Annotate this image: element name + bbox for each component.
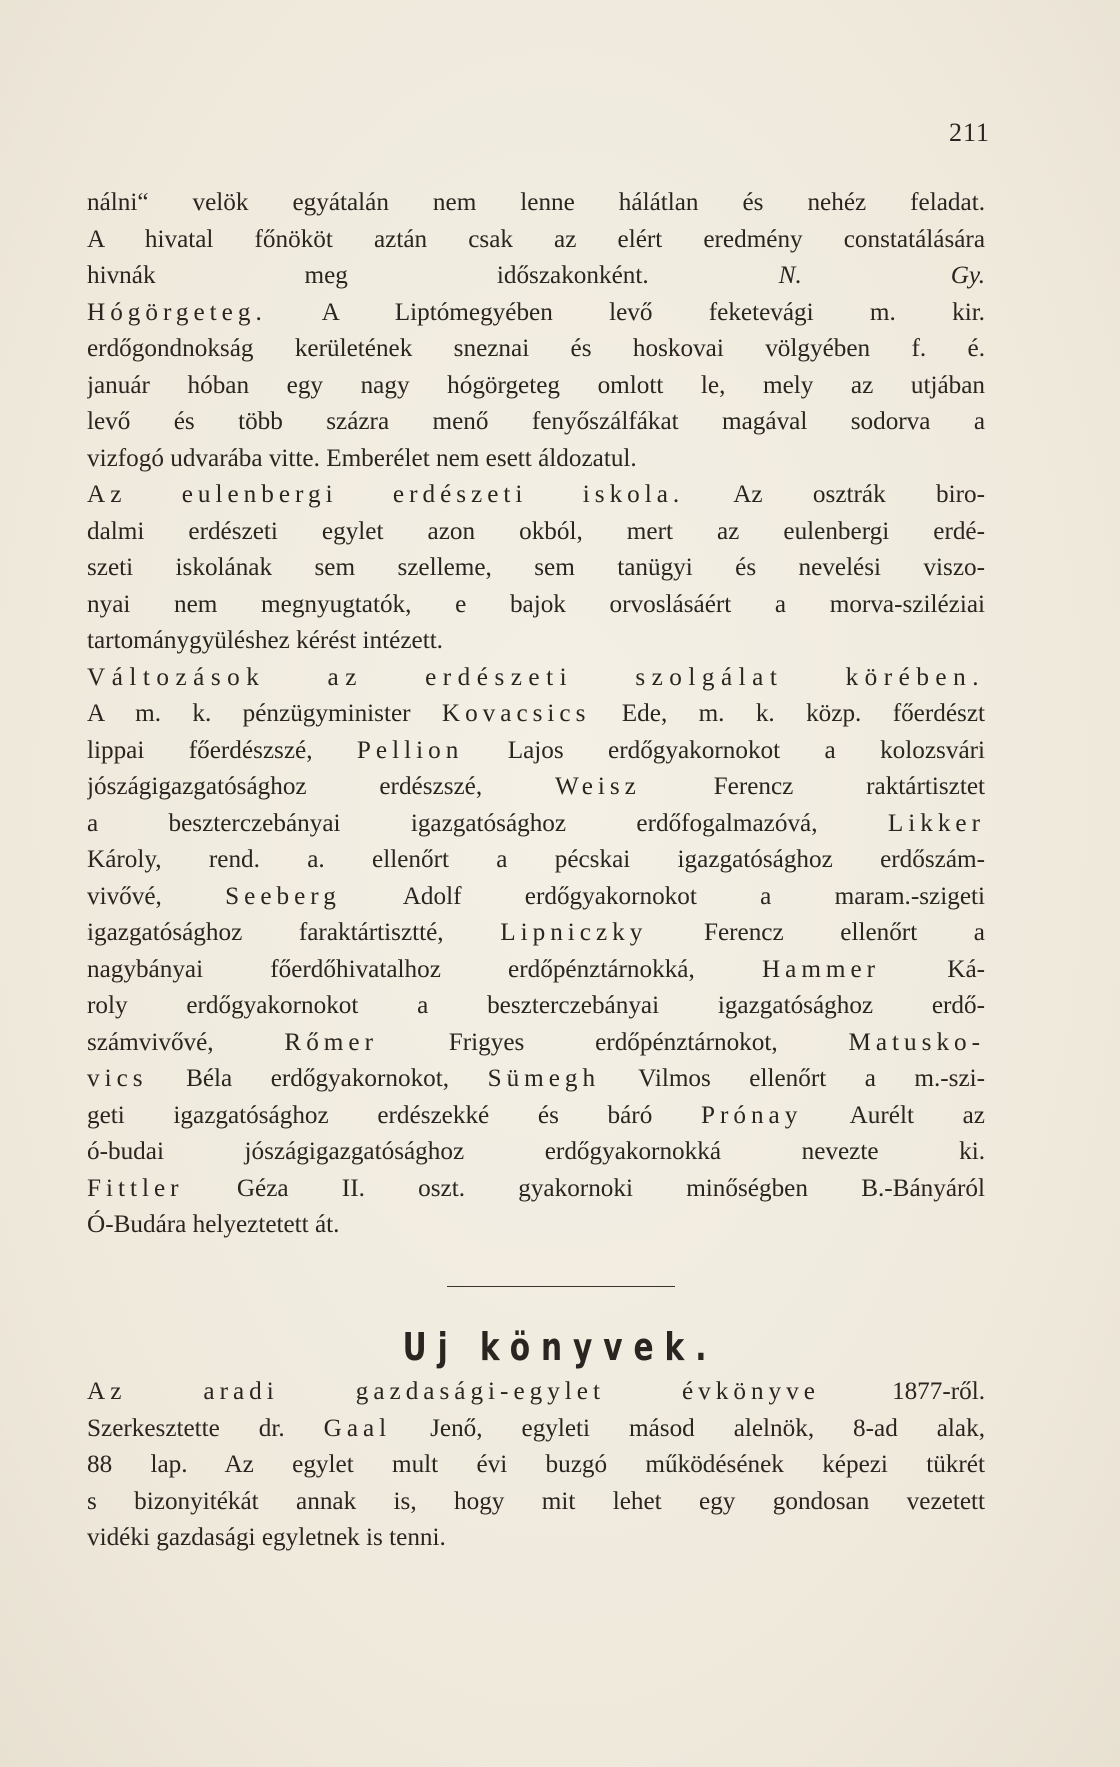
article-text bbox=[87, 185, 985, 1244]
page-number: 211 bbox=[948, 118, 990, 147]
text-line: Károly, rend. a. ellenőrt a pécskai igazgatósághoz erdőszám- bbox=[87, 846, 985, 873]
text-line: 88 lap. Az egylet mult évi buzgó működésének képezi tükrét bbox=[87, 1451, 985, 1478]
person-name: Sümegh bbox=[487, 1065, 601, 1092]
author-signature: N. Gy. bbox=[778, 262, 985, 289]
text-line: vizfogó udvarába vitte. Emberélet nem esett áldozatul. bbox=[87, 444, 637, 472]
person-name: Fittler bbox=[87, 1174, 184, 1202]
text-line: Ó-Budára helyeztetett át. bbox=[87, 1211, 340, 1238]
text-fragment: Vilmos ellenőrt a m.-szi- bbox=[638, 1065, 985, 1092]
text-line bbox=[87, 952, 985, 989]
text-fragment: Szerkesztette dr. bbox=[87, 1414, 285, 1442]
text-line bbox=[87, 295, 985, 332]
text-fragment: Ferencz ellenőrt a bbox=[703, 919, 985, 946]
text-line: január hóban egy nagy hógörgeteg omlott le, mely az utjában bbox=[87, 371, 985, 399]
text-line bbox=[87, 879, 985, 916]
person-name: Kovacsics bbox=[441, 700, 591, 727]
text-line: erdőgondnokság kerületének sneznai és hoskovai völgyében f. é. bbox=[87, 335, 985, 362]
person-name: Weisz bbox=[554, 773, 641, 800]
text-fragment: nagybányai főerdőhivatalhoz erdőpénztárnokká, bbox=[87, 955, 695, 983]
text-line: vidéki gazdasági egyletnek is tenni. bbox=[87, 1524, 446, 1551]
person-name: Seeberg bbox=[225, 882, 341, 910]
text-line: dalmi erdészeti egylet azon okból, mert az eulenbergi erdé- bbox=[87, 517, 985, 545]
text-fragment: Géza II. oszt. gyakornoki minőségben B.-Bányáról bbox=[236, 1174, 985, 1202]
section-divider bbox=[447, 1286, 675, 1287]
section-heading: Uj könyvek. bbox=[402, 1325, 718, 1369]
text-fragment: igazgatósághoz faraktártisztté, bbox=[87, 919, 444, 946]
text-line: roly erdőgyakornokot a beszterczebányai igazgatósághoz erdő- bbox=[87, 992, 985, 1019]
person-name: Pellion bbox=[356, 736, 464, 764]
text-line bbox=[87, 733, 985, 770]
text-line: s bizonyitékát annak is, hogy mit lehet egy gondosan vezetett bbox=[87, 1487, 985, 1515]
text-fragment: Ká- bbox=[947, 955, 985, 983]
text-line bbox=[87, 1171, 985, 1208]
text-fragment: 1877-ről. bbox=[891, 1378, 985, 1405]
text-fragment: A m. k. pénzügyminister bbox=[87, 700, 411, 727]
text-fragment: Frigyes erdőpénztárnokot, bbox=[448, 1028, 778, 1056]
text-line: nyai nem megnyugtatók, e bajok orvoslásáért a morva-sziléziai bbox=[87, 590, 985, 618]
text-line bbox=[87, 258, 985, 295]
section-title-avalanche: Hógörgeteg. bbox=[87, 298, 267, 326]
text-fragment: Jenő, egyleti másod alelnök, 8-ad alak, bbox=[430, 1414, 985, 1442]
text-line bbox=[87, 477, 985, 514]
text-line bbox=[87, 1025, 985, 1062]
text-line bbox=[87, 1098, 985, 1135]
text-line: ó-budai jószágigazgatósághoz erdőgyakornokká nevezte ki. bbox=[87, 1138, 985, 1165]
text-fragment: Ferencz raktártisztet bbox=[713, 773, 985, 800]
text-line: A hivatal főnököt aztán csak az elért eredmény constatálására bbox=[87, 225, 985, 253]
person-name: Gaal bbox=[323, 1414, 392, 1442]
text-line bbox=[87, 769, 985, 806]
text-fragment: Lajos erdőgyakornokot a kolozsvári bbox=[507, 736, 985, 764]
text-line bbox=[87, 1411, 985, 1448]
text-line bbox=[87, 696, 985, 733]
person-name: vics bbox=[87, 1065, 148, 1092]
text-fragment: a beszterczebányai igazgatósághoz erdőfogalmazóvá, bbox=[87, 809, 818, 837]
text-line bbox=[87, 1374, 985, 1411]
text-fragment: geti igazgatósághoz erdészekké és báró bbox=[87, 1101, 653, 1129]
text-fragment: Az osztrák biro- bbox=[733, 481, 985, 508]
text-fragment: Béla erdőgyakornokot, bbox=[186, 1065, 450, 1092]
text-line: nálni“ velök egyátalán nem lenne hálátlan és nehéz feladat. bbox=[87, 189, 985, 216]
person-name: Prónay bbox=[700, 1101, 803, 1129]
person-name: Hammer bbox=[761, 955, 881, 983]
book-review-text bbox=[87, 1374, 985, 1557]
person-name: Rőmer bbox=[284, 1028, 378, 1056]
person-name: Likker bbox=[887, 809, 985, 837]
text-line: szeti iskolának sem szelleme, sem tanügyi és nevelési viszo- bbox=[87, 554, 985, 581]
text-fragment: Ede, m. k. közp. főerdészt bbox=[621, 700, 985, 727]
text-fragment: lippai főerdészszé, bbox=[87, 736, 313, 764]
text-fragment: A Liptómegyében levő feketevági m. kir. bbox=[321, 298, 985, 326]
person-name: Matusko- bbox=[848, 1028, 985, 1056]
text-line: tartománygyüléshez kérést intézett. bbox=[87, 627, 443, 654]
text-line bbox=[87, 806, 985, 843]
text-fragment: vivővé, bbox=[87, 882, 162, 910]
text-fragment: számvivővé, bbox=[87, 1028, 214, 1056]
person-name: Lipniczky bbox=[500, 919, 648, 946]
section-title-school: Az eulenbergi erdészeti iskola. bbox=[87, 481, 685, 508]
text-line bbox=[87, 660, 985, 697]
section-title-changes: Változások az erdészeti szolgálat körében. bbox=[87, 663, 985, 691]
text-fragment: Aurélt az bbox=[849, 1101, 985, 1129]
text-line bbox=[87, 1061, 985, 1098]
book-title: Az aradi gazdasági-egylet évkönyve bbox=[87, 1378, 820, 1405]
text-line: levő és több százra menő fenyőszálfákat magával sodorva a bbox=[87, 408, 985, 435]
text-line bbox=[87, 915, 985, 952]
text-fragment: hivnák meg időszakonként. bbox=[87, 262, 649, 289]
text-fragment: Adolf erdőgyakornokot a maram.-szigeti bbox=[402, 882, 985, 910]
text-fragment: jószágigazgatósághoz erdészszé, bbox=[87, 773, 483, 800]
